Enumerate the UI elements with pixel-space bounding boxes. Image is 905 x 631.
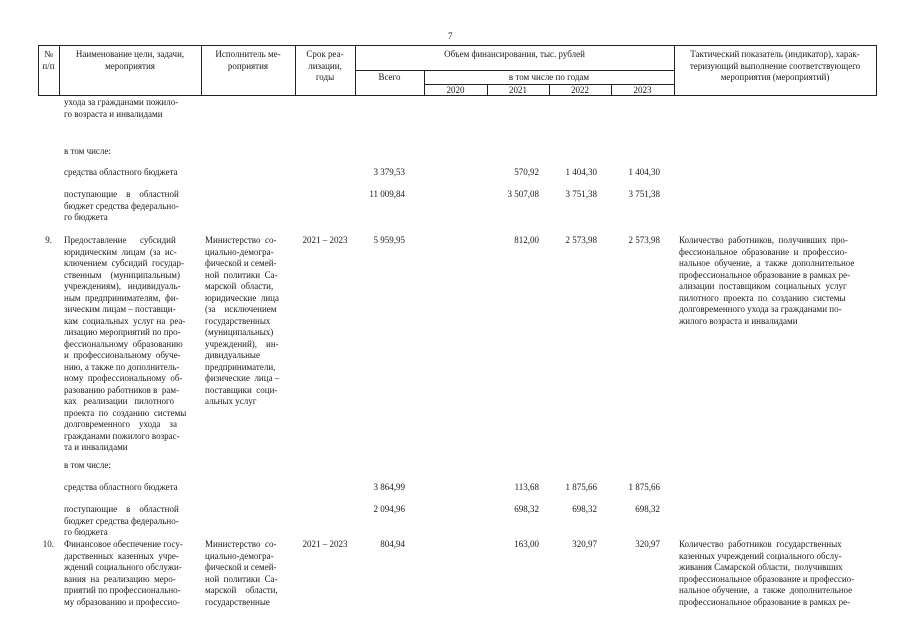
row9-federal-2021: 698,32	[514, 504, 539, 514]
row9-federal-2022: 698,32	[572, 504, 597, 514]
page-number: 7	[448, 31, 453, 41]
row9-federal-label: поступающие в областной бюджет средства федерально- го бюджета	[64, 504, 179, 537]
row9-regional-total: 3 864,99	[373, 482, 405, 492]
fin-subheader-line	[355, 70, 674, 71]
row9-regional-label: средства областного бюджета	[64, 482, 178, 492]
block8-regional-label: средства областного бюджета	[64, 167, 178, 177]
block8-federal-label: поступающие в областной бюджет средства федерально- го бюджета	[64, 189, 179, 222]
header-col-indicator: Тактический показатель (индикатор), харак- теризующий выполнение соответствующего мероприятия (мероприятий)	[689, 49, 861, 82]
header-year-2023: 2023	[633, 85, 652, 95]
block8-regional-2023: 1 404,30	[628, 167, 660, 177]
header-col-total: Всего	[378, 72, 401, 82]
row9-total: 5 959,95	[373, 235, 405, 245]
header-col-num: № п/п	[42, 49, 55, 71]
row10-term: 2021 – 2023	[302, 539, 348, 549]
row9-executor: Министерство со- циально-демогра- фической и семей- ной политики Са- марской области, юридические лица (за исключением государственных (муниципальных) учреждений), ин- дивидуальные предприниматели, физические лица – поставщики соци- альных услуг	[205, 235, 280, 406]
block8-regional-total: 3 379,53	[373, 167, 405, 177]
header-col-name: Наименование цели, задачи, мероприятия	[75, 49, 185, 71]
row9-name: Предоставление субсидий юридическим лицам (за ис- ключением субсидий государ- ственным (муниципальным) учреждениям), индивидуаль- ным предпринимателям, фи- зическим лицам – поставщи- кам социальных услуг на реа- лизацию мероприятий по про- фессиональному образованию и профессиональному обуче- нию, а также по дополнитель- ному профессиональному об- разованию работников в рам- ках реализации пилотного проекта по созданию системы долговременного ухода за гражданами пожилого возрас- та и инвалидами	[64, 235, 187, 452]
row9-regional-2023: 1 875,66	[628, 482, 660, 492]
block8-federal-2022: 3 751,38	[565, 189, 597, 199]
block8-federal-total: 11 009,84	[369, 189, 405, 199]
col-border-10	[876, 45, 877, 96]
header-year-2020: 2020	[446, 85, 465, 95]
row9-2021: 812,00	[514, 235, 539, 245]
row9-indicator: Количество работников, получивших про- фессиональное образование и профессио- нальное обучение, а также дополнительное профессиональное образование в рамках ре- ализации поставщиком социальных услуг пилотного проекта по созданию системы долговременного ухода за гражданами по- жилого возраста и инвалидами	[679, 235, 855, 326]
header-col-financing: Объем финансирования, тыс. рублей	[444, 49, 585, 59]
block8-federal-2023: 3 751,38	[628, 189, 660, 199]
header-year-2022: 2022	[571, 85, 589, 95]
row9-term: 2021 – 2023	[302, 235, 348, 245]
header-year-2021: 2021	[509, 85, 527, 95]
header-col-term: Срок реа- лизации, годы	[306, 49, 344, 82]
row10-indicator: Количество работников государственных казенных учреждений социального обслу- живания Самарской области, получивших профессиональное образование и профессио- нальное обучение, а также дополнительное профессиональное образование в рамках ре-	[679, 539, 855, 607]
row9-2023: 2 573,98	[628, 235, 660, 245]
row10-executor: Министерство со- циально-демогра- фической и семей- ной политики Са- марской области, государственные	[205, 539, 278, 607]
block8-federal-2021: 3 507,08	[507, 189, 539, 199]
header-col-by-year: в том числе по годам	[508, 72, 590, 82]
row10-number: 10.	[42, 539, 54, 549]
row9-number: 9.	[45, 235, 52, 245]
row9-federal-2023: 698,32	[635, 504, 660, 514]
row9-including-label: в том числе:	[64, 460, 111, 470]
row10-name: Финансовое обеспечение госу- дарственных казенных учре- ждений социального обслужи- вания на реализацию меро- приятий по профессионально- му образованию и профессио-	[64, 539, 183, 607]
row9-federal-total: 2 094,96	[373, 504, 405, 514]
header-col-executor: Исполнитель ме- роприятия	[215, 49, 281, 71]
block8-regional-2022: 1 404,30	[565, 167, 597, 177]
block8-regional-2021: 570,92	[514, 167, 539, 177]
row9-regional-2022: 1 875,66	[565, 482, 597, 492]
row10-2023: 320,97	[635, 539, 660, 549]
row10-total: 804,94	[380, 539, 405, 549]
row10-2021: 163,00	[514, 539, 539, 549]
table-top-border	[38, 45, 876, 46]
row9-regional-2021: 113,68	[514, 482, 539, 492]
row10-2022: 320,97	[572, 539, 597, 549]
row9-2022: 2 573,98	[565, 235, 597, 245]
block8-including-label: в том числе:	[64, 146, 111, 156]
continued-text: ухода за гражданами пожило- го возраста и инвалидами	[64, 97, 179, 119]
